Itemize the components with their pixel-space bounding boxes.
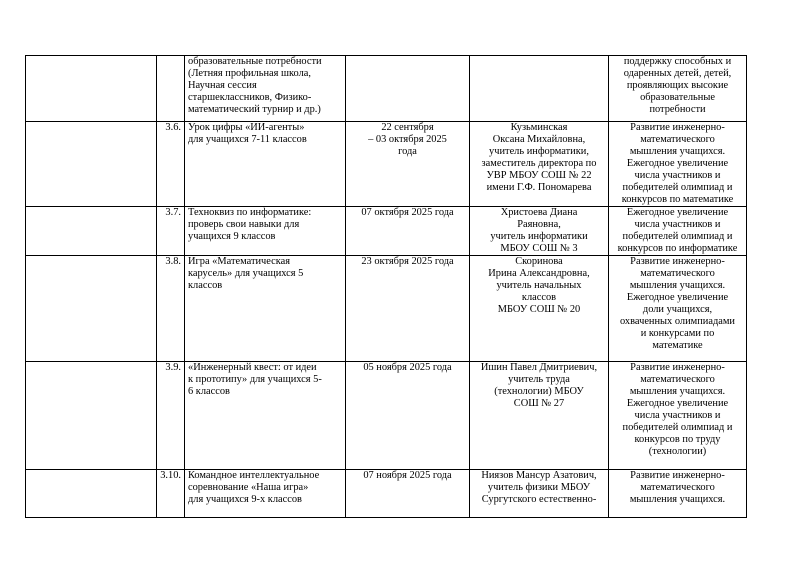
table-row bbox=[26, 56, 747, 122]
responsible-cell-line: Оксана Михайловна, bbox=[492, 134, 586, 145]
row-number: 3.6. bbox=[157, 122, 185, 207]
result-cell-line: одаренных детей, детей, bbox=[623, 68, 732, 79]
responsible-cell-line: Кузьминская bbox=[510, 122, 568, 133]
responsible-cell-line: Скоринова bbox=[515, 256, 563, 267]
result-cell-line: Ежегодное увеличение bbox=[626, 207, 729, 218]
table-row bbox=[26, 256, 747, 362]
result-cell-line: доли учащихся, bbox=[642, 304, 713, 315]
event-cell-line: соревнование «Наша игра» bbox=[188, 482, 309, 493]
result-cell-line: и конкурсами по bbox=[640, 328, 715, 339]
result-cell-line: Ежегодное увеличение bbox=[626, 398, 729, 409]
blank-column-cell bbox=[26, 470, 157, 518]
result-cell-line: мышления учащихся. bbox=[629, 386, 726, 397]
result-cell-line: проявляющих высокие bbox=[626, 80, 729, 91]
blank-column-cell bbox=[26, 207, 157, 256]
responsible-cell-line: МБОУ СОШ № 3 bbox=[500, 243, 578, 254]
event-cell-line: учащихся 9 классов bbox=[188, 231, 276, 242]
result-cell bbox=[609, 362, 747, 470]
table-row bbox=[26, 122, 747, 207]
responsible-cell bbox=[470, 470, 609, 518]
result-cell-line: победителей олимпиад и bbox=[622, 422, 733, 433]
event-cell bbox=[185, 56, 346, 122]
blank-column-cell bbox=[26, 362, 157, 470]
responsible-cell-line: Раяновна, bbox=[517, 219, 561, 230]
result-cell-line: Развитие инженерно- bbox=[630, 122, 725, 133]
event-cell bbox=[185, 362, 346, 470]
result-cell-line: Развитие инженерно- bbox=[630, 362, 725, 373]
result-cell bbox=[609, 470, 747, 518]
responsible-cell bbox=[470, 362, 609, 470]
result-cell-line: конкурсов по математике bbox=[621, 194, 734, 205]
result-cell-line: математического bbox=[640, 374, 715, 385]
event-cell-line: проверь свои навыки для bbox=[188, 219, 300, 230]
dates-cell-line: 05 ноября 2025 года bbox=[363, 362, 452, 373]
responsible-cell-line: МБОУ СОШ № 20 bbox=[497, 304, 581, 315]
dates-cell-line: 07 октября 2025 года bbox=[361, 207, 454, 218]
event-cell-line: (Летняя профильная школа, bbox=[188, 68, 311, 79]
result-cell bbox=[609, 207, 747, 256]
event-cell-line: карусель» для учащихся 5 bbox=[188, 268, 304, 279]
result-cell-line: Развитие инженерно- bbox=[630, 256, 725, 267]
responsible-cell-line: Сургутского естественно- bbox=[481, 494, 597, 505]
dates-cell bbox=[346, 470, 470, 518]
result-cell-line: Ежегодное увеличение bbox=[626, 158, 729, 169]
responsible-cell-line: (технологии) МБОУ bbox=[494, 386, 584, 397]
table-row bbox=[26, 207, 747, 256]
dates-cell-line: 23 октября 2025 года bbox=[361, 256, 454, 267]
event-cell-line: к прототипу» для учащихся 5- bbox=[188, 374, 322, 385]
table-row bbox=[26, 362, 747, 470]
table-row bbox=[26, 470, 747, 518]
blank-column-cell bbox=[26, 122, 157, 207]
responsible-cell-line: учитель информатики, bbox=[489, 146, 589, 157]
event-cell-line: Игра «Математическая bbox=[188, 256, 291, 267]
result-cell bbox=[609, 56, 747, 122]
dates-cell bbox=[346, 362, 470, 470]
dates-cell-line: – 03 октября 2025 bbox=[368, 134, 447, 145]
dates-cell bbox=[346, 122, 470, 207]
event-cell bbox=[185, 207, 346, 256]
row-number: 3.8. bbox=[157, 256, 185, 362]
responsible-cell-line: Ирина Александровна, bbox=[488, 268, 590, 279]
result-cell-line: образовательные bbox=[640, 92, 715, 103]
event-cell-line: Урок цифры «ИИ-агенты» bbox=[188, 122, 305, 133]
dates-cell-line: года bbox=[398, 146, 417, 157]
responsible-cell-line: Христоева Диана bbox=[500, 207, 578, 218]
event-cell-line: «Инженерный квест: от идеи bbox=[188, 362, 317, 373]
event-cell-line: математический турнир и др.) bbox=[188, 104, 321, 115]
responsible-cell-line: учитель начальных bbox=[496, 280, 582, 291]
event-cell bbox=[185, 122, 346, 207]
result-cell-line: конкурсов по труду bbox=[634, 434, 721, 445]
result-cell-line: конкурсов по информатике bbox=[617, 243, 738, 254]
dates-cell bbox=[346, 56, 470, 122]
responsible-cell-line: заместитель директора по bbox=[481, 158, 597, 169]
result-cell-line: (технологии) bbox=[648, 446, 707, 457]
dates-cell-line: 07 ноября 2025 года bbox=[363, 470, 452, 481]
result-cell-line: мышления учащихся. bbox=[629, 280, 726, 291]
result-cell-line: математического bbox=[640, 134, 715, 145]
responsible-cell-line: УВР МБОУ СОШ № 22 bbox=[486, 170, 592, 181]
responsible-cell bbox=[470, 122, 609, 207]
responsible-cell bbox=[470, 56, 609, 122]
responsible-cell-line: имени Г.Ф. Пономарева bbox=[486, 182, 592, 193]
blank-column-cell bbox=[26, 56, 157, 122]
responsible-cell-line: Ишин Павел Дмитриевич, bbox=[480, 362, 598, 373]
events-table bbox=[25, 55, 747, 518]
result-cell-line: потребности bbox=[649, 104, 706, 115]
result-cell-line: числа участников и bbox=[634, 170, 721, 181]
result-cell-line: поддержку способных и bbox=[623, 56, 732, 67]
responsible-cell-line: учитель труда bbox=[508, 374, 570, 385]
blank-column-cell bbox=[26, 256, 157, 362]
result-cell-line: математического bbox=[640, 482, 715, 493]
row-number bbox=[157, 56, 185, 122]
responsible-cell-line: классов bbox=[521, 292, 557, 303]
event-cell-line: Командное интеллектуальное bbox=[188, 470, 320, 481]
result-cell-line: мышления учащихся. bbox=[629, 146, 726, 157]
row-number: 3.9. bbox=[157, 362, 185, 470]
responsible-cell-line: учитель информатики bbox=[490, 231, 588, 242]
event-cell bbox=[185, 256, 346, 362]
event-cell-line: для учащихся 7-11 классов bbox=[188, 134, 307, 145]
event-cell-line: образовательные потребности bbox=[188, 56, 322, 67]
responsible-cell bbox=[470, 256, 609, 362]
result-cell-line: числа участников и bbox=[634, 219, 721, 230]
result-cell bbox=[609, 256, 747, 362]
table-body bbox=[26, 56, 747, 518]
event-cell-line: Научная сессия bbox=[188, 80, 257, 91]
event-cell bbox=[185, 470, 346, 518]
event-cell-line: старшеклассников, Физико- bbox=[188, 92, 312, 103]
result-cell-line: мышления учащихся. bbox=[629, 494, 726, 505]
result-cell bbox=[609, 122, 747, 207]
result-cell-line: Ежегодное увеличение bbox=[626, 292, 729, 303]
dates-cell bbox=[346, 256, 470, 362]
responsible-cell bbox=[470, 207, 609, 256]
result-cell-line: победителей олимпиад и bbox=[622, 182, 733, 193]
result-cell-line: математического bbox=[640, 268, 715, 279]
result-cell-line: числа участников и bbox=[634, 410, 721, 421]
event-cell-line: для учащихся 9-х классов bbox=[188, 494, 302, 505]
result-cell-line: Развитие инженерно- bbox=[630, 470, 725, 481]
result-cell-line: охваченных олимпиадами bbox=[620, 316, 735, 327]
row-number: 3.7. bbox=[157, 207, 185, 256]
dates-cell bbox=[346, 207, 470, 256]
responsible-cell-line: Ниязов Мансур Азатович, bbox=[481, 470, 597, 481]
dates-cell-line: 22 сентября bbox=[381, 122, 434, 133]
event-cell-line: Техноквиз по информатике: bbox=[188, 207, 312, 218]
result-cell-line: математике bbox=[652, 340, 703, 351]
responsible-cell-line: учитель физики МБОУ bbox=[487, 482, 591, 493]
result-cell-line: победителей олимпиад и bbox=[622, 231, 733, 242]
row-number: 3.10. bbox=[157, 470, 185, 518]
responsible-cell-line: СОШ № 27 bbox=[513, 398, 565, 409]
event-cell-line: классов bbox=[188, 280, 223, 291]
event-cell-line: 6 классов bbox=[188, 386, 230, 397]
